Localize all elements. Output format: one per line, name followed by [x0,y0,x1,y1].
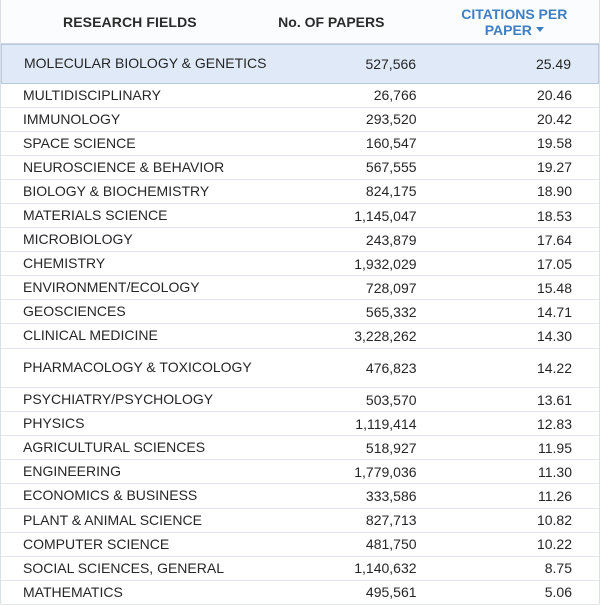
papers-cell: 476,823 [365,359,417,376]
citations-cell: 11.26 [538,487,572,504]
table-row[interactable] [1,484,599,508]
citations-cell: 11.30 [538,463,572,480]
field-cell: MATERIALS SCIENCE [23,207,168,224]
field-cell: GEOSCIENCES [23,303,126,320]
table-row[interactable] [1,228,599,252]
citations-cell: 5.06 [544,584,572,601]
papers-cell: 527,566 [365,55,417,72]
papers-cell: 518,927 [365,439,417,456]
citations-cell: 12.83 [536,415,572,432]
table-row[interactable] [1,533,599,557]
table-row[interactable] [1,180,599,204]
table-body [1,44,599,605]
citations-cell: 13.61 [536,391,572,408]
field-cell: ENVIRONMENT/ECOLOGY [23,279,200,296]
field-cell: AGRICULTURAL SCIENCES [23,439,206,456]
papers-cell: 824,175 [365,183,417,200]
field-cell: NEUROSCIENCE & BEHAVIOR [23,158,225,175]
papers-cell: 1,145,047 [354,207,417,224]
citations-cell: 10.22 [536,536,572,553]
papers-cell: 333,586 [365,487,417,504]
table-row[interactable] [1,460,599,484]
citations-cell: 8.75 [544,560,572,577]
field-cell: MOLECULAR BIOLOGY & GENETICS [24,55,267,72]
header-citations-line1: CITATIONS PER [461,5,568,22]
field-cell: IMMUNOLOGY [23,110,121,127]
field-cell: ENGINEERING [23,463,122,480]
field-cell: SOCIAL SCIENCES, GENERAL [23,559,224,576]
header-no-of-papers[interactable]: No. OF PAPERS [278,13,385,30]
citations-cell: 20.46 [536,87,572,104]
citations-cell: 10.82 [536,512,572,529]
table-row[interactable] [1,156,599,180]
table-row[interactable] [1,388,599,412]
table-row[interactable] [1,436,599,460]
papers-cell: 495,561 [365,584,417,601]
field-cell: PHARMACOLOGY & TOXICOLOGY [23,359,252,376]
table-row[interactable] [1,84,599,108]
citations-cell: 17.64 [536,231,572,248]
table-row[interactable] [1,581,599,605]
table-row[interactable] [1,509,599,533]
field-cell: PHYSICS [23,415,85,432]
citations-cell: 19.27 [536,159,572,176]
papers-cell: 160,547 [365,135,417,152]
field-cell: COMPUTER SCIENCE [23,535,170,552]
citations-cell: 14.30 [536,327,572,344]
citations-cell: 20.42 [536,111,572,128]
citations-cell: 25.49 [535,55,571,72]
table-row[interactable] [1,349,599,389]
sort-descending-icon[interactable] [536,27,544,32]
field-cell: CHEMISTRY [23,255,106,272]
papers-cell: 3,228,262 [354,327,417,344]
papers-cell: 567,555 [365,159,417,176]
field-cell: MATHEMATICS [23,583,123,600]
header-citations-line2: PAPER [484,21,532,38]
citations-cell: 14.22 [536,359,572,376]
table-row[interactable] [1,108,599,132]
papers-cell: 1,140,632 [354,560,417,577]
citations-cell: 19.58 [536,135,572,152]
field-cell: ECONOMICS & BUSINESS [23,487,198,504]
citations-cell: 17.05 [536,255,572,272]
papers-cell: 26,766 [373,87,417,104]
papers-cell: 1,779,036 [354,463,417,480]
papers-cell: 243,879 [365,231,417,248]
field-cell: MICROBIOLOGY [23,231,133,248]
table-row[interactable] [1,412,599,436]
papers-cell: 481,750 [365,536,417,553]
papers-cell: 1,932,029 [354,255,417,272]
papers-cell: 1,119,414 [355,415,417,432]
citations-cell: 15.48 [536,279,572,296]
table-row[interactable] [1,557,599,581]
table-row[interactable] [1,204,599,228]
papers-cell: 565,332 [365,303,417,320]
header-citations-per-paper[interactable] [430,6,599,38]
table-row[interactable] [1,300,599,324]
citations-cell: 14.71 [536,303,572,320]
field-cell: PLANT & ANIMAL SCIENCE [23,511,202,528]
table-header [1,0,599,44]
citations-cell: 11.95 [538,439,572,456]
papers-cell: 293,520 [365,111,417,128]
papers-cell: 503,570 [365,391,417,408]
table-row[interactable] [1,132,599,156]
field-cell: PSYCHIATRY/PSYCHOLOGY [23,391,214,408]
table-row[interactable] [1,276,599,300]
field-cell: CLINICAL MEDICINE [23,327,158,344]
field-cell: SPACE SCIENCE [23,134,136,151]
papers-cell: 827,713 [365,512,417,529]
citations-cell: 18.53 [536,207,572,224]
field-cell: BIOLOGY & BIOCHEMISTRY [23,182,210,199]
header-citations-line2-wrap [430,22,599,38]
papers-cell: 728,097 [365,279,417,296]
citations-cell: 18.90 [536,183,572,200]
field-cell: MULTIDISCIPLINARY [23,86,161,103]
table-row[interactable] [1,324,599,348]
header-research-fields[interactable]: RESEARCH FIELDS [63,13,197,30]
table-row[interactable] [1,44,599,84]
table-row[interactable] [1,252,599,276]
